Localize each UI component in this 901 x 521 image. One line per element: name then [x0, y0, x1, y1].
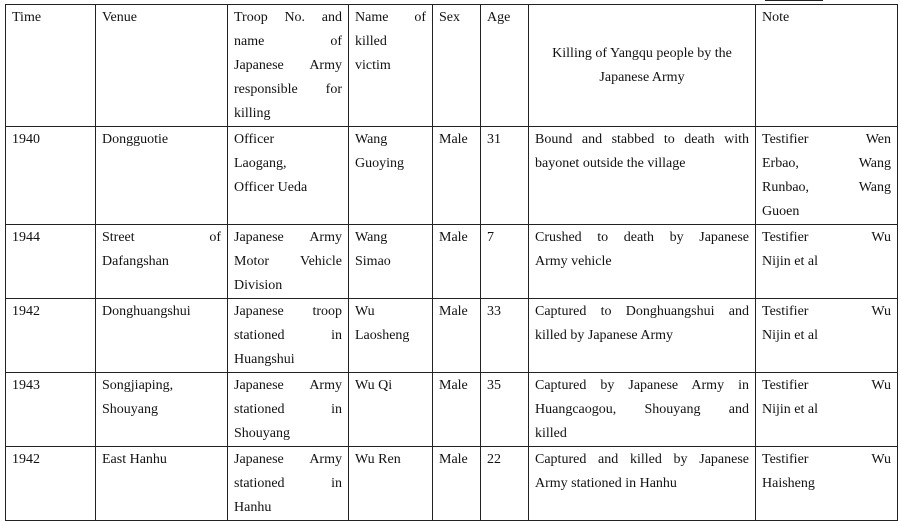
top-rule-mark	[765, 0, 823, 1]
cell-note	[756, 447, 898, 521]
cell-age: 22	[481, 447, 529, 521]
table-row	[6, 299, 898, 373]
cell-line: Testifier Wu	[762, 304, 891, 319]
cell-line: Wang	[355, 132, 388, 147]
cell-age: 7	[481, 225, 529, 299]
cell-line: Testifier Wu	[762, 378, 891, 393]
cell-line: stationed in	[234, 402, 342, 417]
header-victim	[349, 5, 433, 127]
cell-line: Japanese Army	[234, 58, 342, 73]
cell-note	[756, 299, 898, 373]
cell-line: victim	[355, 58, 391, 73]
cell-venue	[96, 225, 228, 299]
cell-victim	[349, 447, 433, 521]
cell-line: Guoen	[762, 204, 800, 219]
cell-line: Hanhu	[234, 500, 272, 515]
cell-line: Japanese Army	[234, 452, 342, 467]
cell-line: Wu Ren	[355, 452, 401, 467]
header-time: Time	[6, 5, 96, 127]
cell-troop	[228, 225, 349, 299]
cell-age: 33	[481, 299, 529, 373]
cell-line: Songjiaping,	[102, 378, 174, 393]
cell-line: Army stationed in Hanhu	[535, 476, 677, 491]
cell-line: Japanese troop	[234, 304, 342, 319]
cell-line: Crushed to death by Japanese	[535, 230, 749, 245]
cell-venue	[96, 447, 228, 521]
cell-killing	[529, 225, 756, 299]
table-row	[6, 373, 898, 447]
cell-line: killed by Japanese Army	[535, 328, 674, 343]
cell-sex: Male	[433, 299, 481, 373]
cell-line: Huangcaogou, Shouyang and	[535, 402, 749, 417]
cell-line: Haisheng	[762, 476, 815, 491]
cell-time: 1942	[6, 299, 96, 373]
header-troop	[228, 5, 349, 127]
killings-table	[5, 4, 898, 521]
cell-line: stationed in	[234, 476, 342, 491]
cell-line: Name of	[355, 10, 426, 25]
cell-line: Killing of Yangqu people by the	[552, 46, 732, 61]
cell-line: bayonet outside the village	[535, 156, 686, 171]
cell-line: Wang	[355, 230, 388, 245]
cell-killing	[529, 447, 756, 521]
cell-line: Division	[234, 278, 283, 293]
cell-time: 1943	[6, 373, 96, 447]
table-row	[6, 447, 898, 521]
cell-line: Nijin et al	[762, 254, 818, 269]
cell-killing	[529, 127, 756, 225]
cell-line: Laosheng	[355, 328, 410, 343]
cell-age: 31	[481, 127, 529, 225]
cell-line: Runbao, Wang	[762, 180, 891, 195]
table-row	[6, 127, 898, 225]
cell-victim	[349, 373, 433, 447]
header-sex: Sex	[433, 5, 481, 127]
cell-time: 1942	[6, 447, 96, 521]
cell-line: Shouyang	[102, 402, 158, 417]
cell-time: 1940	[6, 127, 96, 225]
cell-note	[756, 373, 898, 447]
cell-victim	[349, 127, 433, 225]
cell-line: Japanese Army	[234, 230, 342, 245]
table-row	[6, 225, 898, 299]
cell-line: Dongguotie	[102, 132, 169, 147]
cell-line: Nijin et al	[762, 328, 818, 343]
cell-line: Wu Qi	[355, 378, 393, 393]
cell-venue	[96, 373, 228, 447]
cell-line: Testifier Wu	[762, 452, 891, 467]
cell-line: Troop No. and	[234, 10, 342, 25]
cell-line: responsible for	[234, 82, 342, 97]
cell-killing	[529, 299, 756, 373]
cell-line: Huangshui	[234, 352, 295, 367]
cell-killing	[529, 373, 756, 447]
cell-line: Testifier Wen	[762, 132, 891, 147]
cell-line: Bound and stabbed to death with	[535, 132, 749, 147]
cell-troop	[228, 127, 349, 225]
cell-victim	[349, 299, 433, 373]
cell-note	[756, 127, 898, 225]
cell-line: Captured by Japanese Army in	[535, 378, 749, 393]
cell-line: Motor Vehicle	[234, 254, 342, 269]
cell-troop	[228, 373, 349, 447]
cell-line: Guoying	[355, 156, 404, 171]
cell-line: Street of	[102, 230, 221, 245]
cell-venue	[96, 299, 228, 373]
cell-sex: Male	[433, 373, 481, 447]
cell-line: killed	[355, 34, 387, 49]
cell-line: Nijin et al	[762, 402, 818, 417]
cell-line: Laogang,	[234, 156, 287, 171]
cell-line: Officer	[234, 132, 275, 147]
cell-line: Dafangshan	[102, 254, 169, 269]
cell-troop	[228, 447, 349, 521]
header-note: Note	[756, 5, 898, 127]
cell-sex: Male	[433, 225, 481, 299]
cell-troop	[228, 299, 349, 373]
cell-line: Erbao, Wang	[762, 156, 891, 171]
header-killing	[529, 5, 756, 127]
cell-sex: Male	[433, 447, 481, 521]
cell-victim	[349, 225, 433, 299]
cell-line: Donghuangshui	[102, 304, 191, 319]
cell-line: Officer Ueda	[234, 180, 308, 195]
cell-line: Captured and killed by Japanese	[535, 452, 749, 467]
header-venue: Venue	[96, 5, 228, 127]
cell-age: 35	[481, 373, 529, 447]
cell-line: Army vehicle	[535, 254, 612, 269]
cell-line: Japanese Army	[234, 378, 342, 393]
cell-line: killing	[234, 106, 271, 121]
cell-line: Japanese Army	[599, 70, 685, 85]
cell-line: Captured to Donghuangshui and	[535, 304, 749, 319]
cell-note	[756, 225, 898, 299]
cell-line: Shouyang	[234, 426, 290, 441]
header-row	[6, 5, 898, 127]
cell-sex: Male	[433, 127, 481, 225]
cell-line: stationed in	[234, 328, 342, 343]
cell-line: East Hanhu	[102, 452, 167, 467]
cell-line: killed	[535, 426, 567, 441]
cell-line: Wu	[355, 304, 375, 319]
cell-line: name of	[234, 34, 342, 49]
cell-time: 1944	[6, 225, 96, 299]
cell-line: Testifier Wu	[762, 230, 891, 245]
cell-venue	[96, 127, 228, 225]
cell-line: Simao	[355, 254, 391, 269]
header-age: Age	[481, 5, 529, 127]
